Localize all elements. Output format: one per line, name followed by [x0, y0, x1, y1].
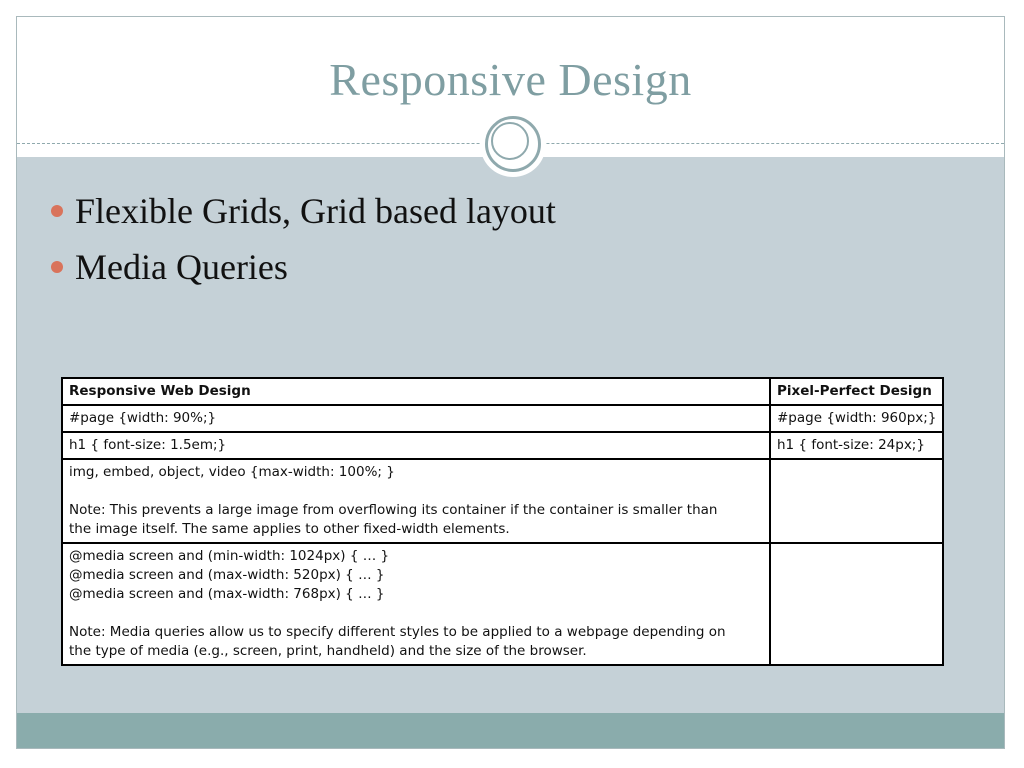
table-header-row — [62, 378, 943, 405]
bullet-list — [47, 183, 556, 295]
bullet-text: Flexible Grids, Grid based layout — [75, 191, 556, 231]
cell-text: the image itself. The same applies to other fixed-width elements. — [69, 521, 510, 537]
responsive-cell — [62, 459, 770, 543]
bullet-dot-icon — [51, 261, 63, 273]
ornament-inner-ring — [491, 122, 529, 160]
cell-text: #page {width: 90%;} — [69, 410, 217, 426]
table-row — [62, 432, 943, 459]
comparison-table — [61, 377, 944, 666]
table-row — [62, 405, 943, 432]
cell-text: img, embed, object, video {max-width: 100%; } — [69, 464, 395, 480]
pixel-cell — [770, 405, 943, 432]
pixel-cell — [770, 543, 943, 665]
cell-text: the type of media (e.g., screen, print, handheld) and the size of the browser. — [69, 643, 587, 659]
cell-text: @media screen and (min-width: 1024px) { … } — [69, 548, 390, 564]
bullet-dot-icon — [51, 205, 63, 217]
header-pixel-perfect-design: Pixel-Perfect Design — [770, 378, 943, 405]
cell-text: h1 { font-size: 1.5em;} — [69, 437, 227, 453]
bullet-item — [47, 183, 556, 239]
bullet-item — [47, 239, 556, 295]
cell-text: @media screen and (max-width: 768px) { … } — [69, 586, 385, 602]
slide-title: Responsive Design — [329, 54, 692, 105]
pixel-cell — [770, 459, 943, 543]
cell-text: Note: Media queries allow us to specify different styles to be applied to a webpage depending on — [69, 624, 726, 640]
table-row — [62, 543, 943, 665]
cell-text: h1 { font-size: 24px;} — [777, 437, 925, 453]
cell-text: #page {width: 960px;} — [777, 410, 937, 426]
responsive-cell — [62, 405, 770, 432]
responsive-cell — [62, 432, 770, 459]
slide — [16, 16, 1005, 749]
cell-spacer — [69, 604, 763, 623]
cell-text: @media screen and (max-width: 520px) { … } — [69, 567, 385, 583]
comparison-table-container — [61, 377, 944, 666]
footer-band — [17, 713, 1004, 748]
cell-spacer — [69, 482, 763, 501]
cell-text: Note: This prevents a large image from overflowing its container if the container is smaller than — [69, 502, 718, 518]
pixel-cell — [770, 432, 943, 459]
responsive-cell — [62, 543, 770, 665]
bullet-text: Media Queries — [75, 247, 288, 287]
header-responsive-web-design: Responsive Web Design — [62, 378, 770, 405]
table-row — [62, 459, 943, 543]
